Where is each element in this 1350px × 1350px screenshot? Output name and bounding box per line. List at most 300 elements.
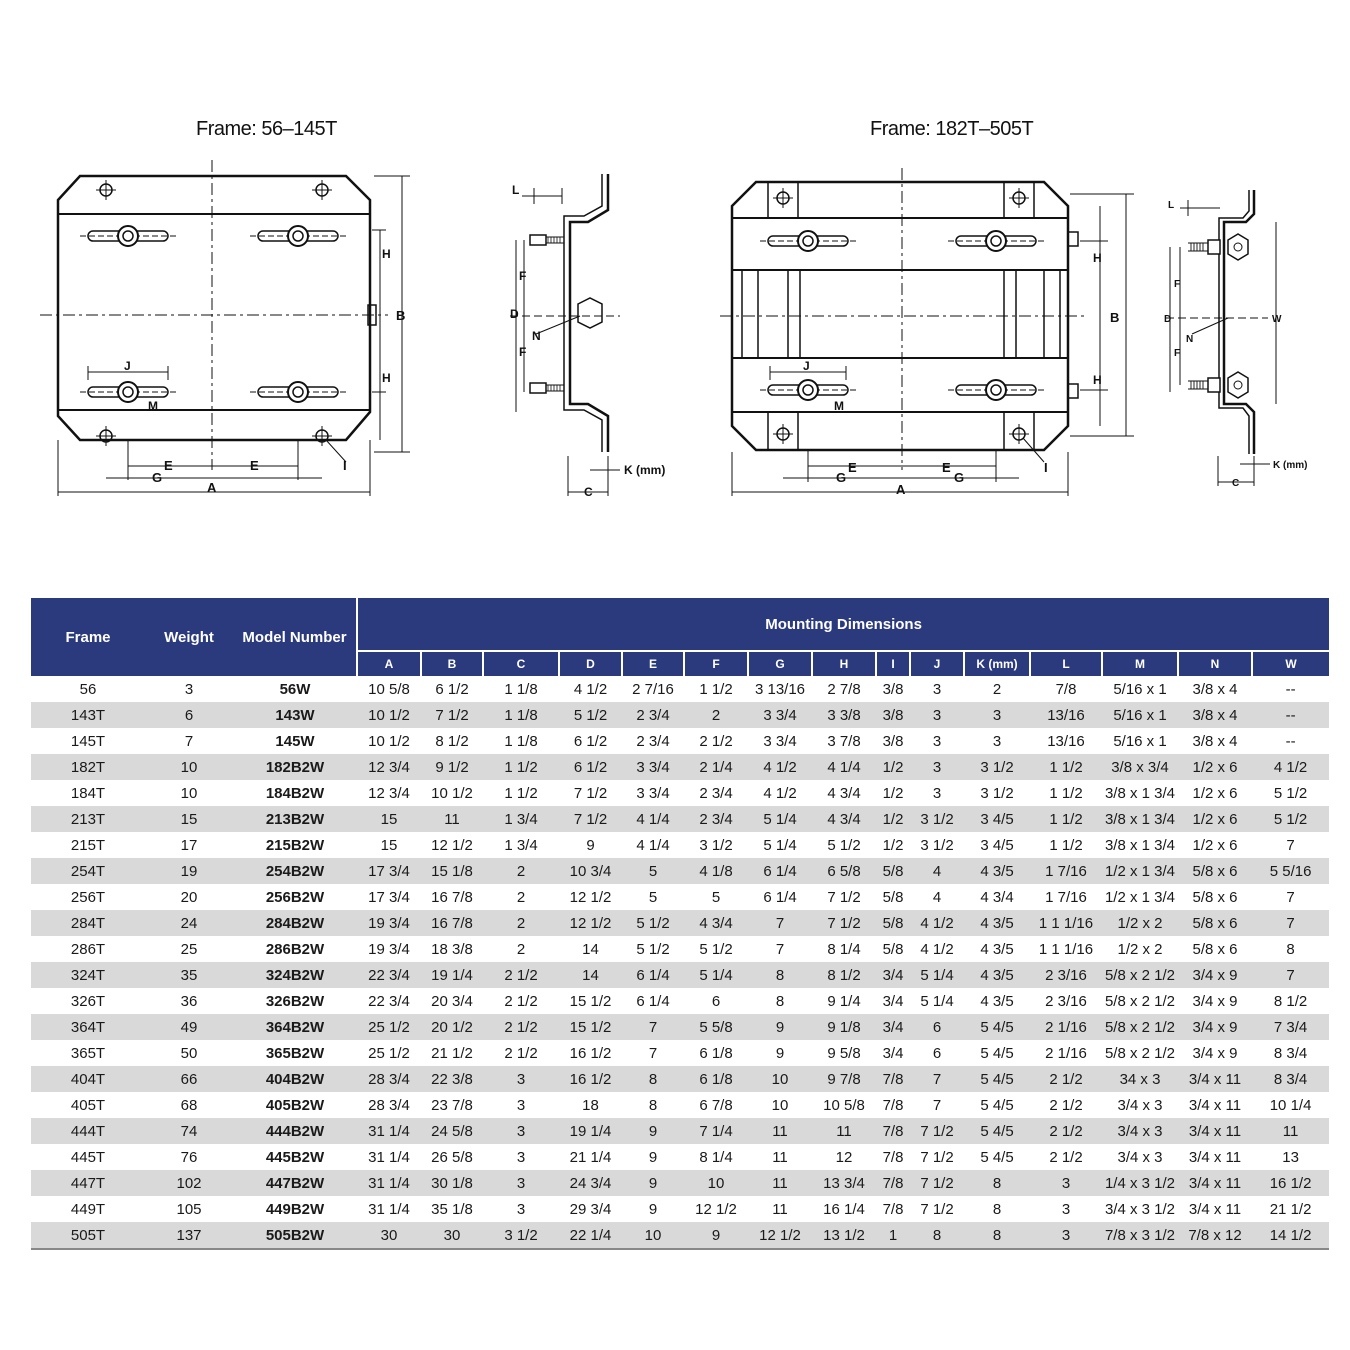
dimension-cell: 1/2 [876, 832, 910, 858]
model-number-cell: 215B2W [233, 832, 357, 858]
dimension-cell: 7 [1252, 832, 1329, 858]
dimension-cell: 3/4 x 11 [1178, 1196, 1252, 1222]
model-number-cell: 404B2W [233, 1066, 357, 1092]
dimension-cell: 14 [559, 936, 622, 962]
dimension-cell: 5 1/2 [559, 702, 622, 728]
table-row [31, 676, 1329, 702]
dimension-cell: 19 3/4 [357, 936, 421, 962]
dimension-cell: 8 [964, 1196, 1030, 1222]
header-dim-g: G [748, 651, 812, 676]
dimension-cell: 9 [622, 1170, 684, 1196]
dimension-cell: 2 1/2 [483, 962, 559, 988]
dimension-cell: 20 1/2 [421, 1014, 483, 1040]
table-row [31, 780, 1329, 806]
dimension-cell: 7 [1252, 884, 1329, 910]
dimension-cell: 4 1/8 [684, 858, 748, 884]
dimension-cell: 5 1/2 [1252, 806, 1329, 832]
dimension-cell: 16 1/4 [812, 1196, 876, 1222]
dimension-cell: 3 [964, 728, 1030, 754]
frame-cell: 404T [31, 1066, 145, 1092]
frame-cell: 184T [31, 780, 145, 806]
dimension-cell: 5/8 [876, 936, 910, 962]
dimension-cell: 11 [1252, 1118, 1329, 1144]
dimension-cell: 10 1/2 [357, 728, 421, 754]
dimension-cell: 2 1/2 [684, 728, 748, 754]
dimension-cell: 7/8 x 12 [1178, 1222, 1252, 1249]
dimension-cell: 2 3/4 [622, 728, 684, 754]
dimension-cell: 31 1/4 [357, 1170, 421, 1196]
dimension-cell: 8 1/4 [684, 1144, 748, 1170]
dim-label-n-large: N [1186, 334, 1194, 345]
dimension-cell: 8 1/2 [1252, 988, 1329, 1014]
dim-label-k: K (mm) [624, 463, 666, 477]
frame-cell: 449T [31, 1196, 145, 1222]
dimension-cell: 7/8 [876, 1092, 910, 1118]
dim-label-g-left-large: G [836, 470, 847, 485]
dim-label-f-lower: F [519, 345, 527, 359]
frame-cell: 326T [31, 988, 145, 1014]
dimension-cell: 4 1/2 [910, 910, 964, 936]
dimension-cell: 13/16 [1030, 728, 1102, 754]
dimension-cell: 5/8 x 2 1/2 [1102, 1040, 1178, 1066]
model-number-cell: 143W [233, 702, 357, 728]
dimension-cell: 4 3/4 [964, 884, 1030, 910]
dimension-cell: 16 7/8 [421, 884, 483, 910]
dimension-cell: 16 7/8 [421, 910, 483, 936]
weight-cell: 6 [145, 702, 233, 728]
table-row [31, 806, 1329, 832]
mounting-dimensions-table [31, 598, 1329, 1250]
dimension-cell: 3 [964, 702, 1030, 728]
weight-cell: 36 [145, 988, 233, 1014]
dimension-cell: 3 [910, 728, 964, 754]
weight-cell: 50 [145, 1040, 233, 1066]
dimension-cell: 5 [684, 884, 748, 910]
table-row [31, 1092, 1329, 1118]
weight-cell: 3 [145, 676, 233, 702]
dimension-cell: 25 1/2 [357, 1014, 421, 1040]
dimension-cell: 35 1/8 [421, 1196, 483, 1222]
dim-label-k-large: K (mm) [1273, 460, 1308, 471]
dimension-cell: 7 1/2 [910, 1170, 964, 1196]
dimension-cell: 1 3/4 [483, 832, 559, 858]
dimension-cell: 5/8 [876, 858, 910, 884]
dimension-cell: 10 [622, 1222, 684, 1249]
dimension-cell: 23 7/8 [421, 1092, 483, 1118]
dimension-cell: 3/4 x 9 [1178, 1040, 1252, 1066]
dimension-cell: 17 3/4 [357, 884, 421, 910]
dimension-cell: 1/2 x 1 3/4 [1102, 858, 1178, 884]
weight-cell: 19 [145, 858, 233, 884]
dim-label-f-upper-large: F [1174, 279, 1181, 290]
dimension-cell: 9 5/8 [812, 1040, 876, 1066]
dimension-cell: 2 1/2 [1030, 1092, 1102, 1118]
dimension-cell: 9 [622, 1196, 684, 1222]
dimension-cell: 5 1/2 [1252, 780, 1329, 806]
dim-label-j: J [124, 359, 131, 373]
table-row [31, 936, 1329, 962]
dimension-cell: -- [1252, 702, 1329, 728]
header-mounting-dimensions: Mounting Dimensions [357, 598, 1329, 651]
dimension-cell: -- [1252, 676, 1329, 702]
dimension-cell: 3 1/2 [910, 806, 964, 832]
dimension-cell: 7 1/2 [559, 806, 622, 832]
dimension-cell: 7 [622, 1014, 684, 1040]
dimension-cell: 10 1/4 [1252, 1092, 1329, 1118]
table-body [31, 676, 1329, 1249]
weight-cell: 10 [145, 754, 233, 780]
dimension-cell: 8 1/2 [812, 962, 876, 988]
weight-cell: 15 [145, 806, 233, 832]
dimension-cell: 7 [748, 936, 812, 962]
model-number-cell: 56W [233, 676, 357, 702]
table-row [31, 1144, 1329, 1170]
table-row [31, 1040, 1329, 1066]
dimension-cell: 3/4 [876, 962, 910, 988]
dimension-cell: 6 1/8 [684, 1066, 748, 1092]
dimension-cell: 5/8 [876, 884, 910, 910]
dimension-cell: 2 3/4 [622, 702, 684, 728]
dimension-cell: 6 [684, 988, 748, 1014]
dimension-cell: 18 3/8 [421, 936, 483, 962]
weight-cell: 10 [145, 780, 233, 806]
dimension-cell: 5/8 x 6 [1178, 910, 1252, 936]
table-row [31, 1170, 1329, 1196]
model-number-cell: 505B2W [233, 1222, 357, 1249]
frame-cell: 405T [31, 1092, 145, 1118]
dimension-cell: 5 [622, 884, 684, 910]
dimension-cell: 1/2 [876, 806, 910, 832]
dimension-cell: 7 [1252, 910, 1329, 936]
dimension-cell: 1 7/16 [1030, 884, 1102, 910]
dimension-cell: 7 1/2 [812, 884, 876, 910]
dimension-cell: 3/4 [876, 1014, 910, 1040]
dimension-cell: 2 1/4 [684, 754, 748, 780]
dimension-cell: 7 1/2 [910, 1196, 964, 1222]
dimension-cell: 5/16 x 1 [1102, 728, 1178, 754]
dimension-cell: 1 1/2 [1030, 754, 1102, 780]
dimension-cell: 3 [1030, 1222, 1102, 1249]
dim-label-e-right: E [250, 458, 259, 473]
frame-cell: 213T [31, 806, 145, 832]
dimension-cell: 5 1/2 [684, 936, 748, 962]
dimension-cell: 4 1/4 [812, 754, 876, 780]
table-row [31, 1196, 1329, 1222]
dimension-cell: 2 7/16 [622, 676, 684, 702]
weight-cell: 35 [145, 962, 233, 988]
dimension-cell: 8 [622, 1066, 684, 1092]
dimension-cell: 8 [1252, 936, 1329, 962]
dimension-cell: 26 5/8 [421, 1144, 483, 1170]
dimension-cell: 4 1/2 [910, 936, 964, 962]
dimension-cell: 5 4/5 [964, 1092, 1030, 1118]
frame-cell: 143T [31, 702, 145, 728]
frame-cell: 445T [31, 1144, 145, 1170]
dimension-cell: 3/8 x 3/4 [1102, 754, 1178, 780]
dimension-cell: 4 1/4 [622, 806, 684, 832]
dimension-cell: 6 1/2 [421, 676, 483, 702]
dimension-cell: 15 1/2 [559, 1014, 622, 1040]
dimension-cell: 9 [684, 1222, 748, 1249]
mounting-base-drawings [0, 150, 1350, 510]
dimension-cell: 1 1/2 [684, 676, 748, 702]
dimension-cell: 4 3/5 [964, 988, 1030, 1014]
dimension-cell: 7 [1252, 962, 1329, 988]
dimension-cell: 3 1/2 [910, 832, 964, 858]
dimension-cell: 1/2 x 6 [1178, 780, 1252, 806]
dimension-cell: 22 3/8 [421, 1066, 483, 1092]
dimension-cell: 5/8 [876, 910, 910, 936]
dimension-cell: 9 [622, 1118, 684, 1144]
dimension-cell: 5 5/16 [1252, 858, 1329, 884]
dimension-cell: 22 3/4 [357, 962, 421, 988]
dimension-cell: 1 1 1/16 [1030, 936, 1102, 962]
dimension-cell: 16 1/2 [1252, 1170, 1329, 1196]
dimension-cell: 5 4/5 [964, 1066, 1030, 1092]
frame-title-right: Frame: 182T–505T [870, 118, 1034, 140]
table-row [31, 754, 1329, 780]
frame-cell: 365T [31, 1040, 145, 1066]
dimension-cell: 4 3/5 [964, 858, 1030, 884]
dimension-cell: 3/4 x 11 [1178, 1144, 1252, 1170]
model-number-cell: 444B2W [233, 1118, 357, 1144]
weight-cell: 105 [145, 1196, 233, 1222]
table-row [31, 858, 1329, 884]
dimension-cell: 29 3/4 [559, 1196, 622, 1222]
dimension-cell: 5 [622, 858, 684, 884]
dimension-cell: 3 [1030, 1196, 1102, 1222]
dimension-cell: 4 3/4 [812, 806, 876, 832]
dimension-cell: 3/8 x 1 3/4 [1102, 780, 1178, 806]
dimension-cell: 2 1/2 [483, 1014, 559, 1040]
dimension-cell: 7 [622, 1040, 684, 1066]
dimension-cell: 2 3/16 [1030, 988, 1102, 1014]
dimension-cell: 1/2 x 6 [1178, 806, 1252, 832]
dimension-cell: 7 [910, 1092, 964, 1118]
dimension-cell: 6 1/4 [748, 858, 812, 884]
dimension-cell: 28 3/4 [357, 1066, 421, 1092]
dimension-cell: 30 [421, 1222, 483, 1249]
dimension-cell: 2 [483, 910, 559, 936]
dimension-cell: 7 [748, 910, 812, 936]
dimension-cell: 3/4 x 3 [1102, 1144, 1178, 1170]
frame-cell: 284T [31, 910, 145, 936]
dimension-cell: 4 1/2 [748, 754, 812, 780]
dimension-cell: 3/4 x 3 [1102, 1092, 1178, 1118]
dimension-cell: 7 1/2 [812, 910, 876, 936]
dimension-cell: 34 x 3 [1102, 1066, 1178, 1092]
dimension-cell: 6 [910, 1040, 964, 1066]
dimension-cell: 2 1/16 [1030, 1040, 1102, 1066]
header-dim-f: F [684, 651, 748, 676]
dimension-cell: 10 [684, 1170, 748, 1196]
table-row [31, 910, 1329, 936]
dimension-cell: 3/8 [876, 728, 910, 754]
dimension-cell: 3 3/8 [812, 702, 876, 728]
dimension-cell: 16 1/2 [559, 1066, 622, 1092]
dimension-cell: 15 [357, 806, 421, 832]
dimension-cell: 12 1/2 [748, 1222, 812, 1249]
side-view-large-frame [1164, 190, 1307, 489]
dimension-cell: 4 [910, 884, 964, 910]
dimension-cell: 16 1/2 [559, 1040, 622, 1066]
dimension-cell: 7/8 [876, 1118, 910, 1144]
table-row [31, 1118, 1329, 1144]
dimension-cell: 7/8 [876, 1196, 910, 1222]
dimension-cell: 9 1/2 [421, 754, 483, 780]
dimension-cell: 6 5/8 [812, 858, 876, 884]
dimension-cell: 7/8 [876, 1066, 910, 1092]
dimension-cell: 5/8 x 2 1/2 [1102, 988, 1178, 1014]
top-view-large-frame [720, 168, 1134, 497]
dimension-cell: 5/16 x 1 [1102, 702, 1178, 728]
dimension-cell: 21 1/2 [1252, 1196, 1329, 1222]
dim-label-m-large: M [834, 399, 844, 413]
dimension-cell: 3 3/4 [748, 728, 812, 754]
header-dim-h: H [812, 651, 876, 676]
dimension-cell: 13 3/4 [812, 1170, 876, 1196]
dimension-cell: 10 3/4 [559, 858, 622, 884]
dimension-cell: 22 1/4 [559, 1222, 622, 1249]
dimension-cell: 19 1/4 [559, 1118, 622, 1144]
dimension-cell: 25 1/2 [357, 1040, 421, 1066]
dimension-cell: 6 1/4 [622, 962, 684, 988]
table-row [31, 884, 1329, 910]
dimension-cell: 11 [748, 1144, 812, 1170]
dimension-cell: 4 3/4 [684, 910, 748, 936]
model-number-cell: 449B2W [233, 1196, 357, 1222]
header-dim-i: I [876, 651, 910, 676]
weight-cell: 68 [145, 1092, 233, 1118]
weight-cell: 137 [145, 1222, 233, 1249]
weight-cell: 24 [145, 910, 233, 936]
dimension-cell: 5 1/2 [812, 832, 876, 858]
dimension-cell: 3 3/4 [622, 754, 684, 780]
dimension-cell: 4 1/4 [622, 832, 684, 858]
dimension-cell: 7 1/2 [421, 702, 483, 728]
dimension-cell: 12 1/2 [684, 1196, 748, 1222]
header-dim-m: M [1102, 651, 1178, 676]
dimension-cell: 2 3/4 [684, 780, 748, 806]
dimension-cell: 3 4/5 [964, 806, 1030, 832]
weight-cell: 76 [145, 1144, 233, 1170]
header-weight: Weight [145, 598, 233, 676]
dimension-cell: 7 3/4 [1252, 1014, 1329, 1040]
dimension-cell: 9 [622, 1144, 684, 1170]
weight-cell: 102 [145, 1170, 233, 1196]
frame-title-left: Frame: 56–145T [196, 118, 337, 140]
dimension-cell: 24 5/8 [421, 1118, 483, 1144]
dimension-cell: 2 1/2 [483, 988, 559, 1014]
dimension-cell: 3/8 [876, 676, 910, 702]
dimension-cell: 10 [748, 1066, 812, 1092]
model-number-cell: 213B2W [233, 806, 357, 832]
dimension-cell: 7 1/4 [684, 1118, 748, 1144]
weight-cell: 49 [145, 1014, 233, 1040]
dimension-cell: 5/8 x 6 [1178, 858, 1252, 884]
dimension-cell: 5 1/4 [910, 988, 964, 1014]
dimension-cell: 7 1/2 [559, 780, 622, 806]
dimension-cell: 30 1/8 [421, 1170, 483, 1196]
dimension-cell: 3 [483, 1144, 559, 1170]
dim-label-f-lower-large: F [1174, 348, 1181, 359]
dimension-cell: 1 3/4 [483, 806, 559, 832]
dimension-cell: 5/16 x 1 [1102, 676, 1178, 702]
dim-label-h-upper-large: H [1093, 251, 1102, 265]
dimension-cell: 2 [483, 936, 559, 962]
dim-label-i: I [343, 458, 347, 473]
dimension-cell: 4 1/2 [1252, 754, 1329, 780]
dim-label-c: C [584, 485, 593, 499]
dimension-cell: 13 [1252, 1144, 1329, 1170]
dimension-cell: 3/4 x 11 [1178, 1066, 1252, 1092]
dimension-cell: 3 1/2 [964, 780, 1030, 806]
weight-cell: 20 [145, 884, 233, 910]
frame-cell: 256T [31, 884, 145, 910]
dimension-cell: 12 1/2 [559, 910, 622, 936]
model-number-cell: 184B2W [233, 780, 357, 806]
dimension-cell: 17 3/4 [357, 858, 421, 884]
dimension-cell: 1/2 x 6 [1178, 832, 1252, 858]
dimension-cell: 14 1/2 [1252, 1222, 1329, 1249]
dim-label-c-large: C [1232, 478, 1240, 489]
dimension-cell: -- [1252, 728, 1329, 754]
dimension-cell: 8 [964, 1222, 1030, 1249]
dimension-cell: 5 4/5 [964, 1118, 1030, 1144]
dimension-cell: 5 4/5 [964, 1040, 1030, 1066]
dimension-cell: 6 1/2 [559, 728, 622, 754]
dimension-cell: 3 1/2 [964, 754, 1030, 780]
dim-label-n: N [532, 329, 541, 343]
dimension-cell: 1/2 x 2 [1102, 910, 1178, 936]
dimension-cell: 21 1/2 [421, 1040, 483, 1066]
dimension-cell: 1 1/2 [1030, 780, 1102, 806]
model-number-cell: 182B2W [233, 754, 357, 780]
header-dim-b: B [421, 651, 483, 676]
dim-label-i-large: I [1044, 460, 1048, 475]
dimension-cell: 4 3/5 [964, 910, 1030, 936]
dimension-cell: 3 [483, 1066, 559, 1092]
dimension-cell: 1/2 x 6 [1178, 754, 1252, 780]
dimension-cell: 5/8 x 2 1/2 [1102, 1014, 1178, 1040]
dimension-cell: 3/8 x 1 3/4 [1102, 832, 1178, 858]
dimension-cell: 1/2 [876, 780, 910, 806]
dimension-cell: 31 1/4 [357, 1144, 421, 1170]
dimension-cell: 3 [1030, 1170, 1102, 1196]
model-number-cell: 284B2W [233, 910, 357, 936]
header-dim-l: L [1030, 651, 1102, 676]
dimension-cell: 5 1/2 [622, 936, 684, 962]
dimension-cell: 11 [421, 806, 483, 832]
dimension-cell: 2 7/8 [812, 676, 876, 702]
dimension-cell: 3 [483, 1118, 559, 1144]
model-number-cell: 405B2W [233, 1092, 357, 1118]
dimension-cell: 3/8 x 4 [1178, 728, 1252, 754]
dimension-cell: 3/4 x 3 1/2 [1102, 1196, 1178, 1222]
table-row [31, 1014, 1329, 1040]
dimension-cell: 5/8 x 2 1/2 [1102, 962, 1178, 988]
dimension-cell: 1 1/8 [483, 728, 559, 754]
dimension-cell: 11 [748, 1118, 812, 1144]
dimension-cell: 5 1/4 [748, 806, 812, 832]
dimension-cell: 3/8 [876, 702, 910, 728]
dimension-cell: 18 [559, 1092, 622, 1118]
weight-cell: 66 [145, 1066, 233, 1092]
dimension-cell: 12 1/2 [421, 832, 483, 858]
dimension-cell: 3 [483, 1196, 559, 1222]
dimension-cell: 2 1/16 [1030, 1014, 1102, 1040]
dim-label-g-right-large: G [954, 470, 965, 485]
